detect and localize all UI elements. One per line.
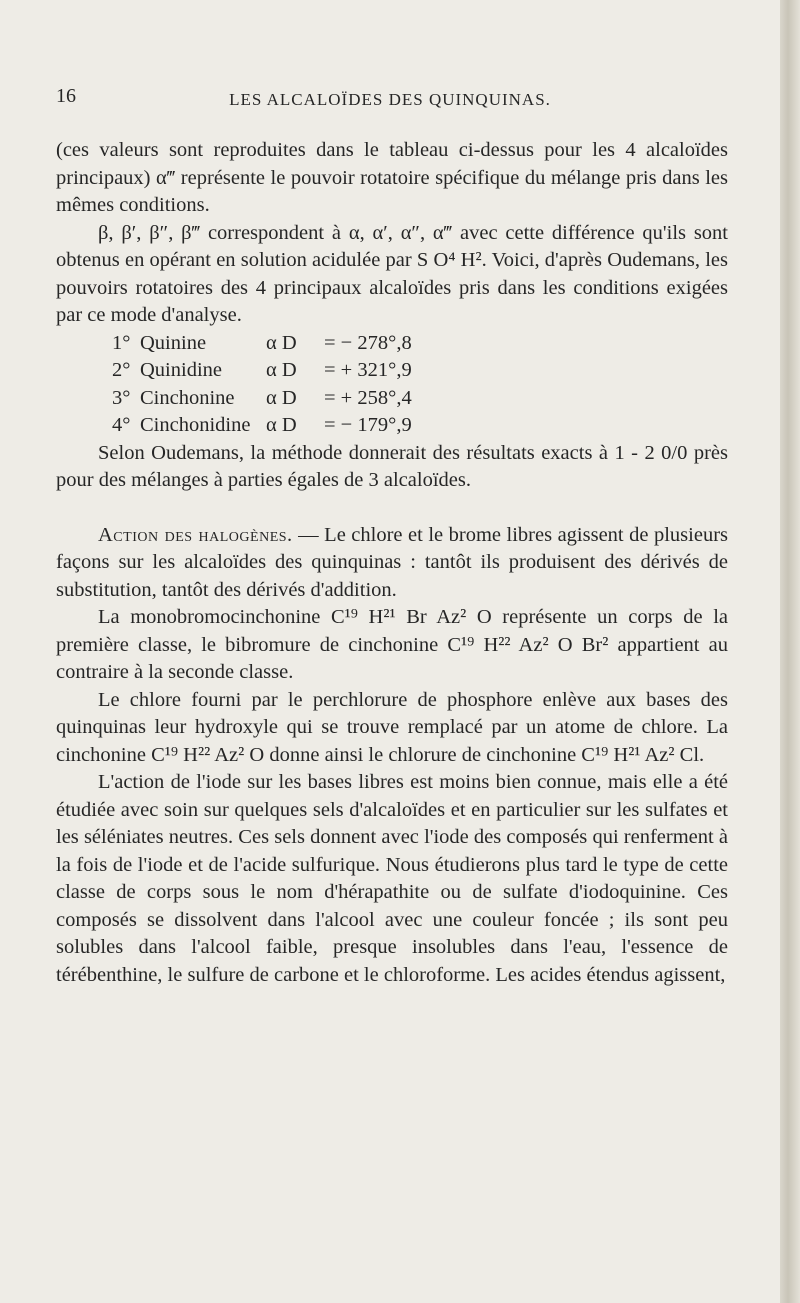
paragraph-3: Selon Oudemans, la méthode donnerait des résultats exacts à 1 - 2 0/0 près pour des mélanges à parties égales de 3 alcaloïdes.: [56, 441, 728, 491]
paragraph-6: Le chlore fourni par le perchlorure de phosphore enlève aux bases des quinquinas leur hydroxyle qui se trouve remplacé par un atome de chlore. La cinchonine C¹⁹ H²² Az² O donne ainsi le chlorure de cinchonine C¹⁹ H²¹ Az² Cl.: [56, 688, 728, 766]
rotation-alkaloid: Quinidine: [140, 359, 222, 381]
rotation-symbol: α D: [266, 359, 297, 381]
rotation-number: 2°: [112, 359, 131, 381]
rotation-alkaloid: Quinine: [140, 331, 207, 354]
rotation-symbol: α D: [266, 386, 297, 409]
rotation-row: [56, 385, 728, 413]
page-body: [56, 137, 728, 989]
rotation-symbol: α D: [266, 331, 297, 354]
section-title: Action des halogènes.: [98, 523, 293, 546]
rotation-value: = − 179°,9: [324, 414, 412, 436]
section-spacer: [56, 495, 728, 522]
rotation-alkaloid: Cinchonidine: [140, 414, 251, 436]
rotation-row: [56, 357, 728, 385]
paragraph-5: La monobromocinchonine C¹⁹ H²¹ Br Az² O représente un corps de la première classe, le bibromure de cinchonine C¹⁹ H²² Az² O Br² appartient au contraire à la seconde classe.: [56, 606, 728, 683]
rotation-alkaloid: Cinchonine: [140, 386, 235, 409]
page-number: 16: [56, 85, 76, 107]
paragraph-1: (ces valeurs sont reproduites dans le tableau ci-dessus pour les 4 alcaloïdes principaux) α‴ représente le pouvoir rotatoire spécifique du mélange pris dans les mêmes conditions.: [56, 139, 728, 216]
rotation-row: [56, 412, 728, 440]
rotation-value: = + 258°,4: [324, 386, 412, 409]
paragraph-4: [56, 522, 728, 605]
rotation-value: = + 321°,9: [324, 359, 412, 381]
rotation-number: 3°: [112, 386, 131, 409]
running-head: LES ALCALOÏDES DES QUINQUINAS.: [229, 90, 551, 109]
rotation-list: [56, 330, 728, 440]
rotation-symbol: α D: [266, 414, 297, 436]
paragraph-4-text: — Le chlore et le brome libres agissent de plusieurs façons sur les alcaloïdes des quinquinas : tantôt ils produisent des dérivés de substitution, tantôt des dérivés d'addition.: [56, 523, 728, 601]
paragraph-7: L'action de l'iode sur les bases libres est moins bien connue, mais elle a été étudiée avec soin sur quelques sels d'alcaloïdes et en particulier sur les sulfates et les séléniates neutres. Ces sels donnent avec l'iode des composés qui renferment à la fois de l'iode et de l'acide sulfurique. Nous étudierons plus tard le type de cette classe de corps sous le nom d'hérapathite ou de sulfate d'iodoquinine. Ces composés se dissolvent dans l'alcool avec une couleur foncée ; ils sont peu solubles dans l'alcool faible, presque insolubles dans l'eau, l'essence de térébenthine, le sulfure de carbone et le chloroforme. Les acides étendus agissent,: [56, 771, 728, 986]
page-header: [0, 85, 780, 115]
rotation-row: [56, 330, 728, 358]
page-edge: [780, 0, 800, 1303]
rotation-value: = − 278°,8: [324, 331, 412, 354]
paragraph-2: β, β′, β″, β‴ correspondent à α, α′, α″, α‴ avec cette différence qu'ils sont obtenus en opérant en solution acidulée par S O⁴ H². Voici, d'après Oudemans, les pouvoirs rotatoires des 4 principaux alcaloïdes pris dans les conditions exigées par ce mode d'analyse.: [56, 221, 728, 326]
rotation-number: 1°: [112, 331, 131, 354]
rotation-number: 4°: [112, 414, 131, 436]
